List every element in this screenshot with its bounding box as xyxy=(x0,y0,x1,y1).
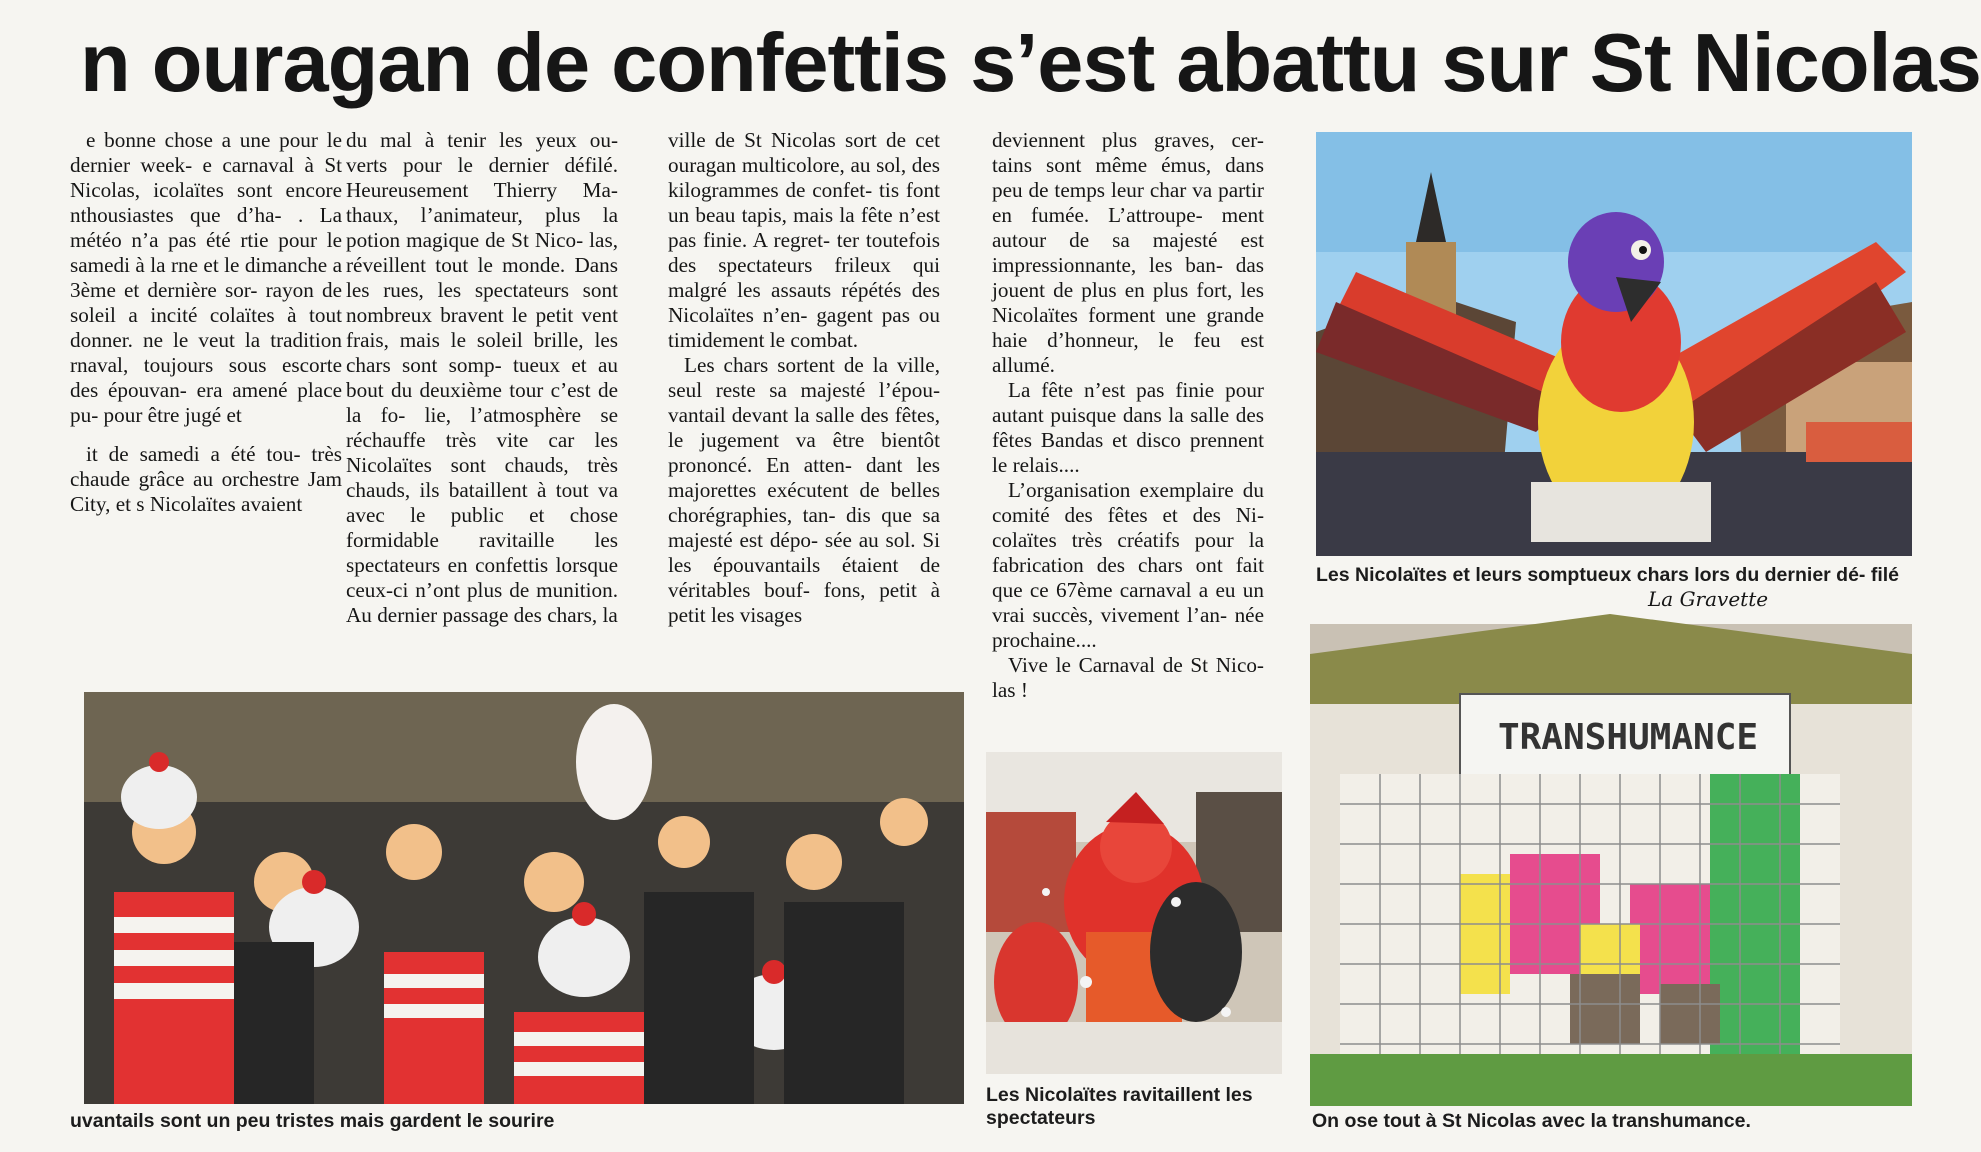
column-4-paragraph-4: Vive le Carnaval de St Nico- las ! xyxy=(992,653,1264,702)
column-4-paragraph-3: L’organisation exemplaire du comité des fêtes et des Ni- colaïtes très créatifs pour la fabrication des chars ont fait que ce 67ème carnaval a eu un vrai succès, vivement l’an- née prochaine.... xyxy=(992,478,1264,652)
column-2-paragraph-1: du mal à tenir les yeux ou- verts pour le dernier défilé. Heureusement Thierry Ma- thaux, l’animateur, plus la potion magique de St Nico- las, réveillent tout le monde. Dans les rues, les spectateurs sont nombreux bravent le petit vent frais, mais le soleil brille, les chars sont somp- tueux et au bout du deuxième tour c’est de la fo- lie, l’atmosphère se réchauffe très vite car les Nicolaïtes sont chauds, très chauds, ils bataillent à tout va avec le public et chose formidable ravitaille les spectateurs en confettis lorsque ceux-ci n’ont plus de munition. Au dernier passage des chars, la xyxy=(346,128,618,627)
column-4-paragraph-1: deviennent plus graves, cer- tains sont même émus, dans peu de temps leur char va partir en fumée. L’attroupe- ment autour de sa majesté est impressionnante, les ban- das jouent de plus en plus fort, les Nicolaïtes forment une grande haie d’honneur, le feu est allumé. xyxy=(992,128,1264,377)
column-1-paragraph-1: e bonne chose a une pour le dernier week- e carnaval à St Nicolas, icolaïtes sont encore nthousiastes que d’ha- . La météo n’a pas été rtie pour le samedi à la rne et le dimanche a 3ème et dernière sor- rayon de soleil a incité colaïtes à tout donner. ne le veut la tradition rnaval, toujours sous escorte des épouvan- era amené place pu- pour être jugé et xyxy=(70,128,342,427)
column-1-paragraph-2: it de samedi a été tou- très chaude grâce au orchestre Jam City, et s Nicolaïtes avaient xyxy=(70,442,342,516)
article-column-3 xyxy=(668,128,940,668)
photographer-signature: La Gravette xyxy=(1648,587,1769,611)
photo-crowd xyxy=(84,692,964,1104)
photo-rooster-costume xyxy=(986,752,1282,1074)
column-3-paragraph-1: ville de St Nicolas sort de cet ouragan multicolore, au sol, des kilogrammes de confet- tis font un beau tapis, mais la fête n’est pas finie. A regret- ter toutefois des spectateurs frileux qui malgré les assauts répétés des Nicolaïtes n’en- gagent pas ou timidement le combat. xyxy=(668,128,940,352)
photo-parrot-float xyxy=(1316,132,1912,556)
article-column-4 xyxy=(992,128,1264,702)
column-4-paragraph-2: La fête n’est pas finie pour autant puisque dans la salle des fêtes Bandas et disco prennent le relais.... xyxy=(992,378,1264,477)
caption-parrot-float: Les Nicolaïtes et leurs somptueux chars lors du dernier dé- filé xyxy=(1316,564,1900,586)
caption-crowd: uvantails sont un peu tristes mais gardent le sourire xyxy=(70,1110,555,1132)
column-3-paragraph-2: Les chars sortent de la ville, seul reste sa majesté l’épou- vantail devant la salle des fêtes, le jugement va être bientôt prononcé. En atten- dant les majorettes exécutent de belles chorégraphies, tan- dis que sa majesté est dépo- sée au sol. Si les épouvantails étaient de véritables bouf- fons, petit à petit les visages xyxy=(668,353,940,627)
caption-transhumance-float: On ose tout à St Nicolas avec la transhumance. xyxy=(1312,1110,1751,1132)
transhumance-sign-text: TRANSHUMANCE xyxy=(1497,717,1759,758)
photo-transhumance-float xyxy=(1310,624,1912,1106)
article-column-2 xyxy=(346,128,618,668)
article-headline: n ouragan de confettis s’est abattu sur St Nicolas xyxy=(80,16,1981,109)
caption-rooster-costume: Les Nicolaïtes ravitaillent les spectateurs xyxy=(986,1084,1253,1129)
article-column-1 xyxy=(70,128,342,668)
